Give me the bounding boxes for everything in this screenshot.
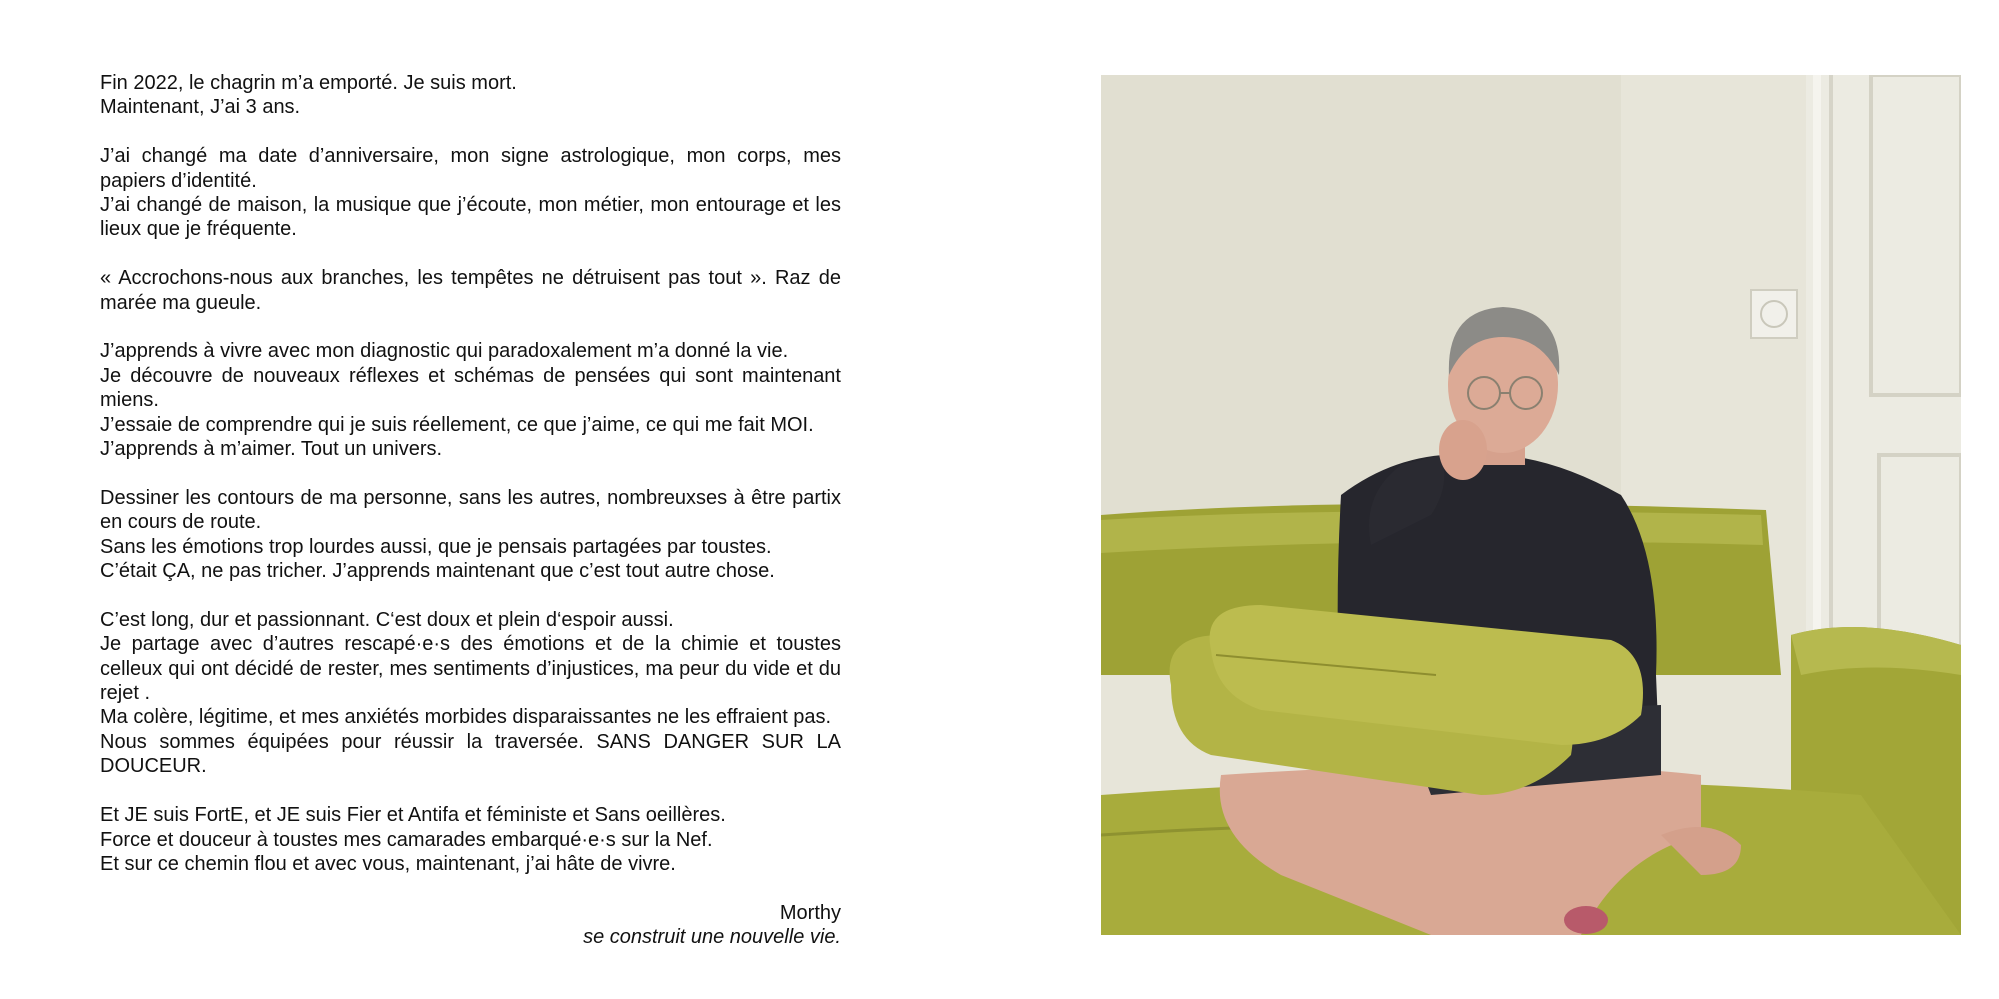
text-line: J’ai changé ma date d’anniversaire, mon signe astrologique, mon corps, mes papiers d’identité. (100, 145, 841, 192)
paragraph-6 (100, 608, 841, 779)
text-line: Sans les émotions trop lourdes aussi, que je pensais partagées par toustes. (100, 535, 772, 558)
signature-name: Morthy (779, 901, 841, 924)
paragraph-7 (100, 803, 841, 876)
text-line: Maintenant, J’ai 3 ans. (100, 96, 301, 119)
text-line: Et sur ce chemin flou et avec vous, maintenant, j’ai hâte de vivre. (100, 852, 676, 875)
text-line: Dessiner les contours de ma personne, sans les autres, nombreuxses à être partix en cours de route. (100, 486, 841, 534)
text-column (100, 71, 841, 950)
signature-subtitle: se construit une nouvelle vie. (583, 926, 841, 949)
text-line: Je découvre de nouveaux réflexes et schémas de pensées qui sont maintenant miens. (100, 364, 841, 412)
paragraph-3 (100, 266, 841, 315)
paragraph-2 (100, 144, 841, 242)
text-line: Ma colère, légitime, et mes anxiétés morbides disparaissantes ne les effraient pas. (100, 706, 832, 729)
text-line: Fin 2022, le chagrin m’a emporté. Je suis mort. (100, 72, 517, 94)
text-line: J’apprends à m’aimer. Tout un univers. (100, 438, 443, 461)
text-line: J’ai changé de maison, la musique que j’écoute, mon métier, mon entourage et les lieux que je fréquente. (100, 194, 841, 241)
text-line: Et JE suis FortE, et JE suis Fier et Antifa et féministe et Sans oeillères. (100, 804, 726, 827)
text-line: « Accrochons-nous aux branches, les tempêtes ne détruisent pas tout ». Raz de marée ma gueule. (100, 267, 841, 314)
text-line: Nous sommes équipées pour réussir la traversée. SANS DANGER SUR LA DOUCEUR. (100, 730, 841, 778)
portrait-photo (1101, 75, 1961, 935)
text-line: Force et douceur à toustes mes camarades embarqué·e·s sur la Nef. (100, 828, 713, 851)
text-line: C’était ÇA, ne pas tricher. J’apprends maintenant que c’est tout autre chose. (100, 560, 775, 583)
paragraph-1 (100, 71, 841, 120)
text-line: C’est long, dur et passionnant. C‘est doux et plein d‘espoir aussi. (100, 608, 674, 631)
paragraph-4 (100, 339, 841, 461)
signature (100, 901, 841, 950)
portrait-illustration (1101, 75, 1961, 935)
text-line: J’essaie de comprendre qui je suis réellement, ce que j’aime, ce qui me fait MOI. (100, 413, 814, 436)
paragraph-5 (100, 486, 841, 584)
text-line: Je partage avec d’autres rescapé·e·s des émotions et de la chimie et toustes celleux qui ont décidé de rester, mes sentiments d’injustices, ma peur du vide et du rejet . (100, 633, 841, 705)
text-line: J’apprends à vivre avec mon diagnostic qui paradoxalement m’a donné la vie. (100, 340, 789, 363)
